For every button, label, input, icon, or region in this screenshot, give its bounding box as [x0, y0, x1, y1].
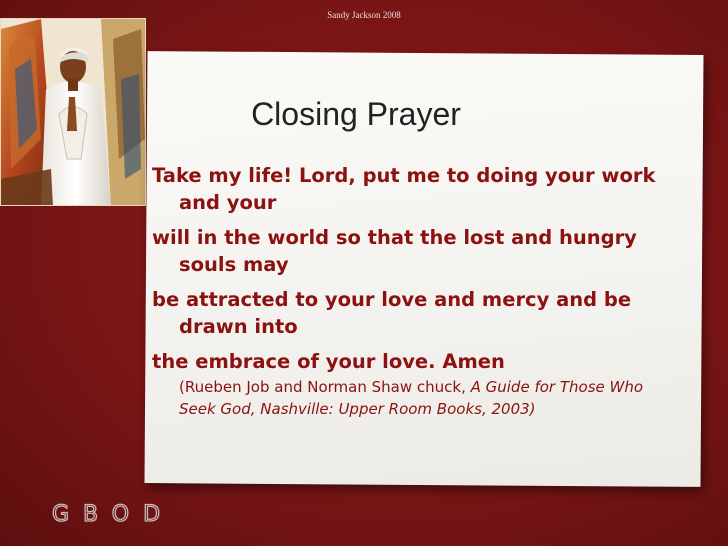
citation	[152, 376, 672, 420]
prayer-line: be attracted to your love and mercy and be drawn into	[152, 288, 632, 338]
slide-title: Closing Prayer	[251, 96, 461, 132]
prayer-line: will in the world so that the lost and hungry souls may	[152, 226, 637, 276]
citation-authors: (Rueben Job and Norman Shaw chuck,	[179, 378, 471, 396]
prayer-line: the embrace of your love. Amen	[152, 350, 505, 373]
citation-book: A Guide for Those Who Seek God, Nashville: Upper Room Books, 2003)	[179, 378, 644, 418]
photo-credit: Sandy Jackson 2008	[327, 10, 401, 20]
prayer-text	[152, 162, 672, 420]
prayer-line: Take my life! Lord, put me to doing your work and your	[152, 164, 656, 214]
gbod-logo: GBOD	[52, 502, 175, 527]
